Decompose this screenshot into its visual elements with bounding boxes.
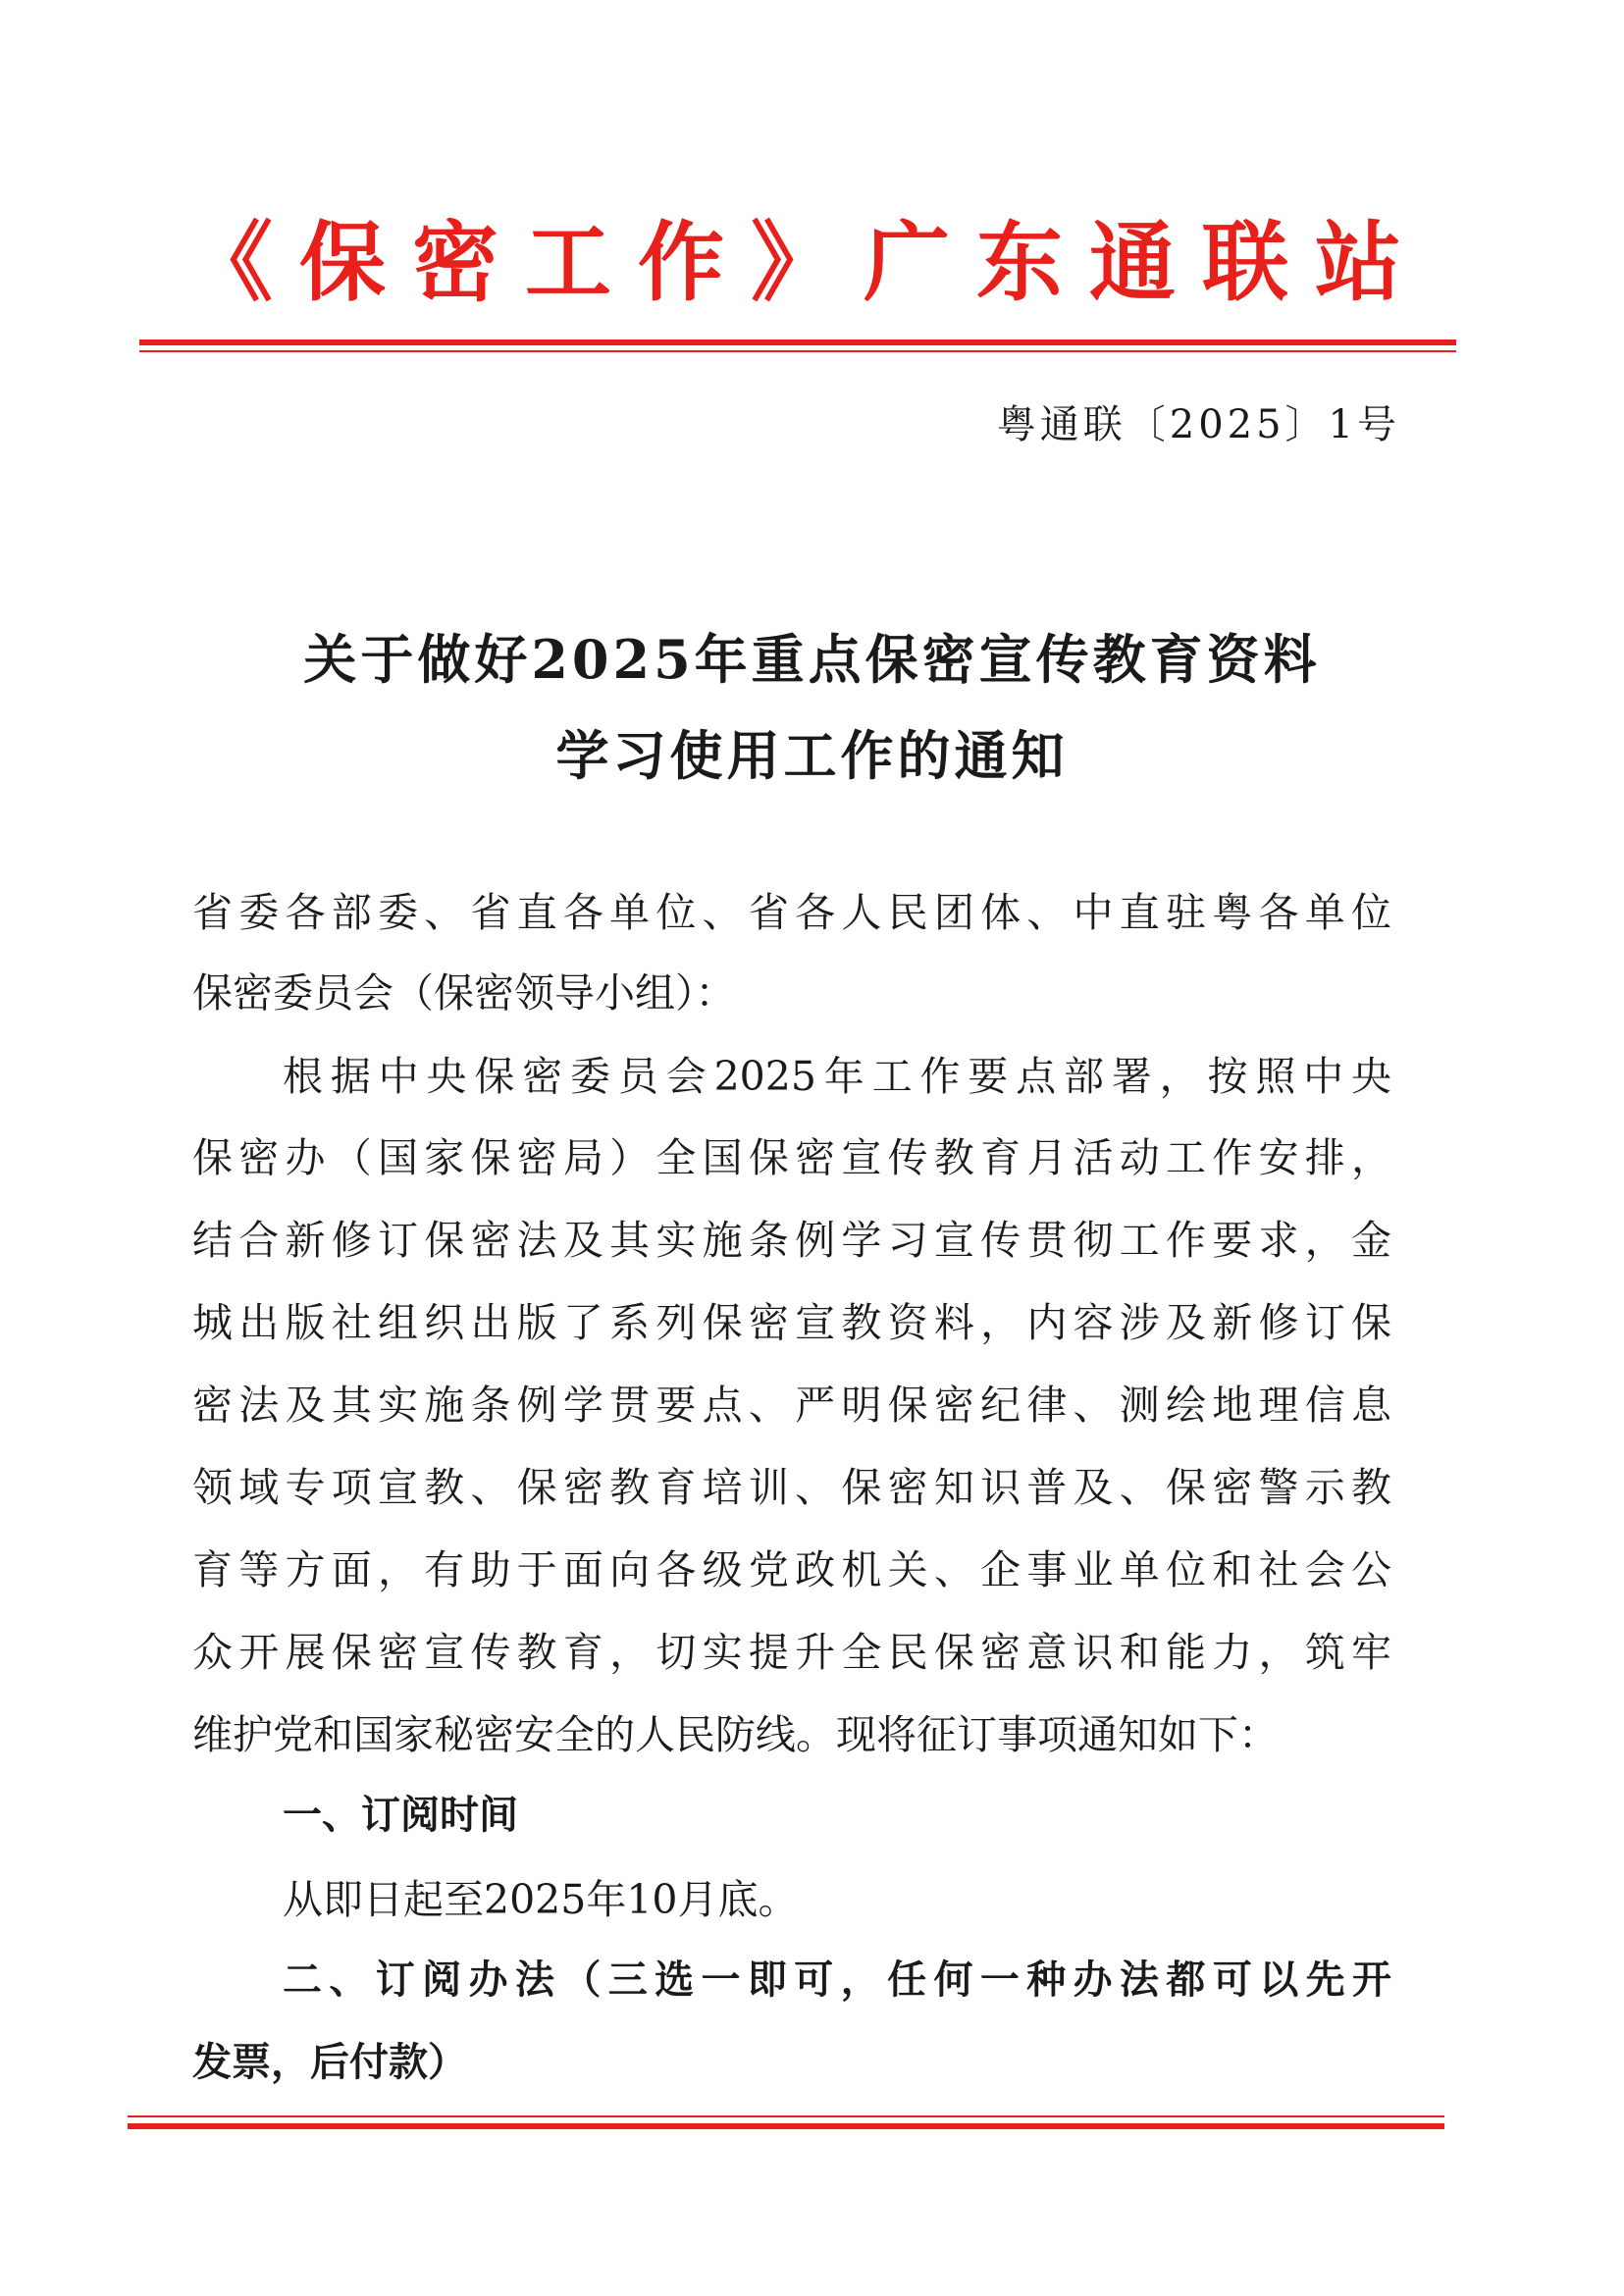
- paragraph-line-2: 保密办（国家保密局）全国保密宣传教育月活动工作安排，: [192, 1134, 1391, 1181]
- paragraph-line-5: 密法及其实施条例学贯要点、严明保密纪律、测绘地理信息: [192, 1382, 1391, 1429]
- paragraph-line-6: 领域专项宣教、保密教育培训、保密知识普及、保密警示教: [192, 1464, 1391, 1511]
- paragraph-line-1: 根据中央保密委员会2025年工作要点部署，按照中央: [283, 1053, 1391, 1100]
- section-1-heading: 一、订阅时间: [283, 1793, 518, 1838]
- header-rule-thick: [139, 339, 1456, 345]
- header-org-name: 《保密工作》广东通联站: [186, 211, 1429, 313]
- section-2-heading-line-2: 发票，后付款）: [192, 2040, 467, 2085]
- paragraph-line-7: 育等方面，有助于面向各级党政机关、企事业单位和社会公: [192, 1546, 1391, 1593]
- footer-rule-thick: [128, 2123, 1444, 2129]
- header-rule-thin: [139, 350, 1456, 352]
- addressee-line-1: 省委各部委、省直各单位、省各人民团体、中直驻粤各单位: [192, 889, 1391, 936]
- paragraph-line-3: 结合新修订保密法及其实施条例学习宣传贯彻工作要求，金: [192, 1217, 1391, 1264]
- document-number: 粤通联〔2025〕1号: [996, 402, 1400, 447]
- addressee-line-2: 保密委员会（保密领导小组）：: [192, 969, 736, 1017]
- footer-rule-thin: [128, 2115, 1444, 2117]
- section-2-heading-line-1: 二、订阅办法（三选一即可，任何一种办法都可以先开: [283, 1957, 1391, 2003]
- paragraph-line-9: 维护党和国家秘密安全的人民防线。现将征订事项通知如下：: [192, 1711, 1279, 1758]
- section-1-text: 从即日起至2025年10月底。: [283, 1876, 799, 1923]
- notice-title-line-2: 学习使用工作的通知: [555, 724, 1069, 787]
- paragraph-line-8: 众开展保密宣传教育，切实提升全民保密意识和能力，筑牢: [192, 1629, 1391, 1676]
- paragraph-line-4: 城出版社组织出版了系列保密宣教资料，内容涉及新修订保: [192, 1299, 1391, 1346]
- notice-title-line-1: 关于做好2025年重点保密宣传教育资料: [303, 628, 1321, 691]
